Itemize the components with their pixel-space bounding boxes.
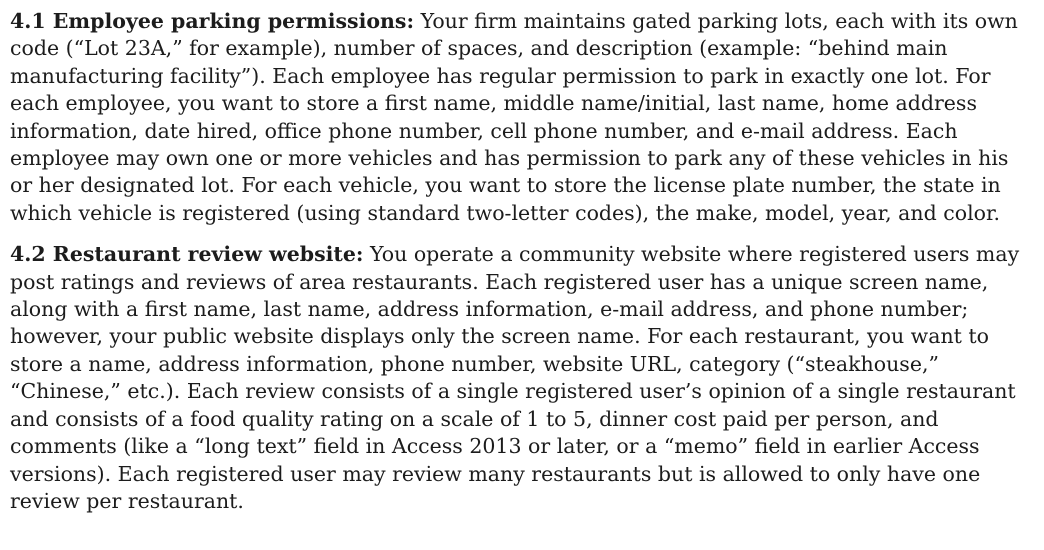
section-4-1-body: Your firm maintains gated parking lots, each with its own code (“Lot 23A,” for example), number of spaces, and description (example: “behind main manufacturing facility”). Each employee has regular permission to park in exactly one lot. For each employee, you want to store a first name, middle name/initial, last name, home address information, date hired, office phone number, cell phone number, and e-mail address. Each employee may own one or more vehicles and has permission to park any of these vehicles in his or her designated lot. For each vehicle, you want to store the license plate number, the state in which vehicle is registered (using standard two-letter codes), the make, model, year, and color.	[10, 9, 1018, 225]
section-4-2-heading: 4.2 Restaurant review website:	[10, 242, 364, 267]
section-4-1-heading: 4.1 Employee parking permissions:	[10, 9, 415, 33]
section-4-2-body: You operate a community website where registered users may post ratings and reviews of area restaurants. Each registered user has a unique screen name, along with a first name, last name, address information, e-mail address, and phone number; however, your public website displays only the screen name. For each restaurant, you want to store a name, address information, phone number, website URL, category (“steakhouse,” “Chinese,” etc.). Each review consists of a single registered user’s opinion of a single restaurant and consists of a food quality rating on a scale of 1 to 5, dinner cost paid per person, and comments (like a “long text” field in Access 2013 or later, or a “memo” field in earlier Access versions). Each registered user may review many restaurants but is allowed to only have one review per restaurant.	[10, 242, 1020, 513]
section-4-1-paragraph	[10, 8, 1036, 227]
section-4-2-paragraph	[10, 241, 1036, 515]
